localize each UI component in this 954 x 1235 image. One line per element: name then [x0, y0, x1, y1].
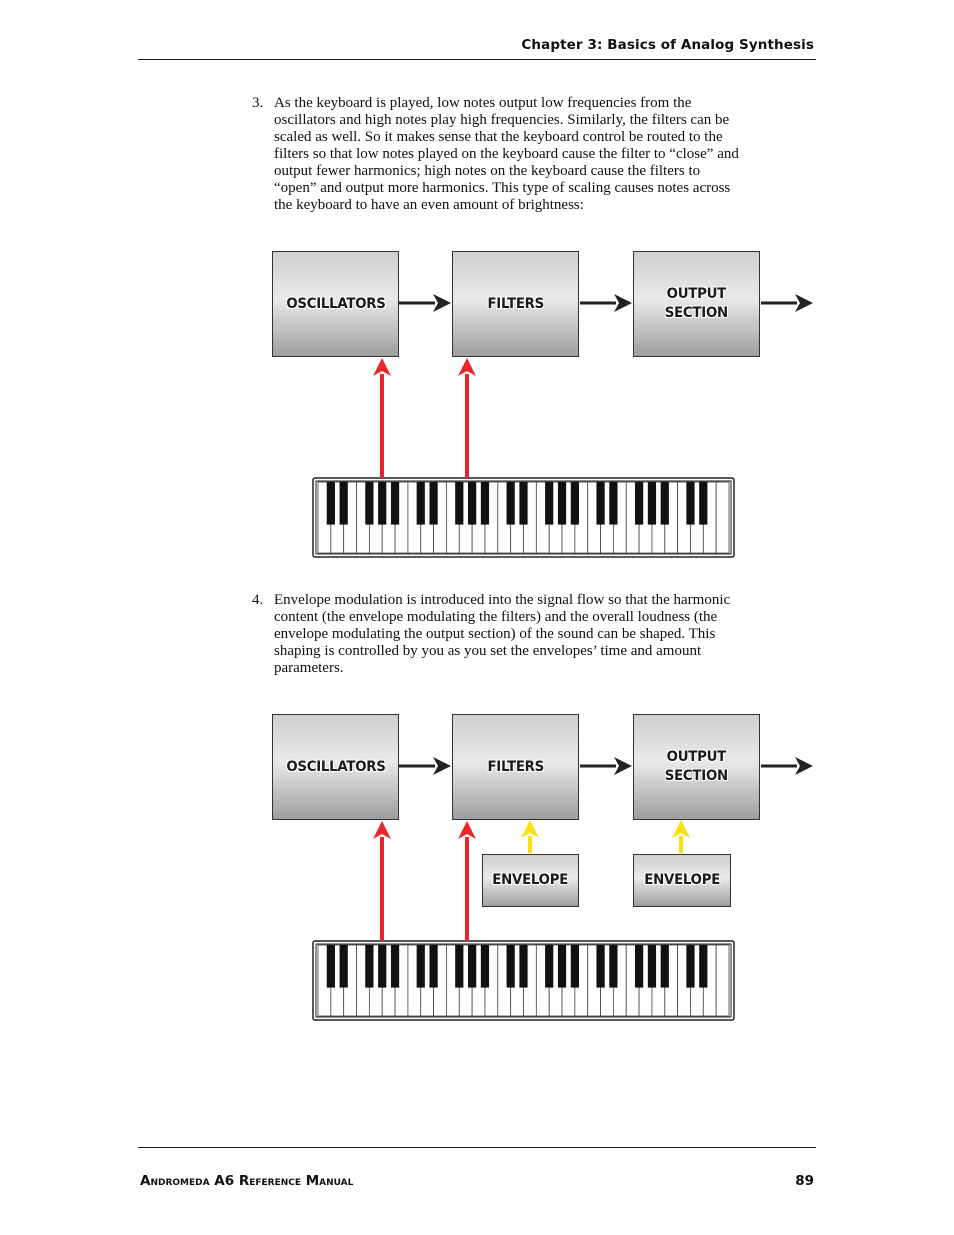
black-key [429, 945, 437, 988]
keyboard-arrow-head [458, 821, 476, 839]
signal-arrow-head [614, 294, 632, 312]
signal-arrows [373, 294, 813, 941]
oscillators-label: OSCILLATORS [285, 295, 386, 312]
black-key [648, 945, 656, 988]
black-key [686, 482, 694, 525]
step-text: As the keyboard is played, low notes output low frequencies from the oscillators and high notes play high frequencies. Similarly, the filters can be scaled as well. So it makes sense that the keyboard control be routed to the filters so that low notes played on the keyboard cause the filter to “close” and output fewer harmonics; high notes on the keyboard cause the filters to “open” and output more harmonics. This type of scaling causes notes across the keyboard to have an even amount of brightness: [274, 95, 739, 213]
black-key [340, 945, 348, 988]
black-key [545, 945, 553, 988]
black-key [558, 945, 566, 988]
footer-rule [138, 1147, 816, 1148]
black-key [507, 482, 515, 525]
black-key [596, 945, 604, 988]
output-section-label: OUTPUT SECTION [664, 286, 729, 321]
black-key [661, 945, 669, 988]
filters-label: FILTERS [487, 295, 544, 312]
black-key [391, 482, 399, 525]
black-key [699, 482, 707, 525]
black-key [429, 482, 437, 525]
envelope-label: ENVELOPE [492, 872, 569, 888]
black-key [609, 482, 617, 525]
black-key [455, 482, 463, 525]
step-text: Envelope modulation is introduced into the signal flow so that the harmonic content (the envelope modulating the filters) and the overall loudness (the envelope modulating the output section) of the sound can be shaped. This shaping is controlled by you as you set the envelopes’ time and amount parameters. [274, 592, 731, 676]
black-key [417, 945, 425, 988]
page-number: 89 [795, 1173, 814, 1189]
signal-arrow-head [433, 757, 451, 775]
black-key [571, 945, 579, 988]
keyboard-illustration [313, 478, 734, 557]
black-key [340, 482, 348, 525]
black-key [417, 482, 425, 525]
black-key [699, 945, 707, 988]
black-key [481, 945, 489, 988]
oscillators-label: OSCILLATORS [285, 758, 386, 775]
black-key [635, 945, 643, 988]
black-key [609, 945, 617, 988]
black-key [519, 945, 527, 988]
signal-arrow-head [614, 757, 632, 775]
keyboard-illustration [313, 941, 734, 1020]
black-key [545, 482, 553, 525]
black-key [468, 945, 476, 988]
black-key [365, 482, 373, 525]
signal-arrow-head [795, 294, 813, 312]
black-key [507, 945, 515, 988]
black-key [378, 945, 386, 988]
step-number: 4. [252, 592, 264, 608]
filters-label: FILTERS [487, 758, 544, 775]
signal-arrow-head [795, 757, 813, 775]
black-key [327, 482, 335, 525]
black-key [378, 482, 386, 525]
black-key [661, 482, 669, 525]
keyboard-arrow-head [373, 821, 391, 839]
manual-title: Andromeda A6 Reference Manual [140, 1173, 354, 1189]
signal-arrow-head [433, 294, 451, 312]
envelope-label: ENVELOPE [644, 872, 720, 888]
envelope-arrow-head [672, 820, 690, 838]
black-key [391, 945, 399, 988]
black-key [455, 945, 463, 988]
black-key [468, 482, 476, 525]
black-key [365, 945, 373, 988]
keyboard-arrow-head [458, 358, 476, 376]
black-key [327, 945, 335, 988]
black-key [635, 482, 643, 525]
black-key [481, 482, 489, 525]
step-number: 3. [252, 95, 264, 111]
black-key [558, 482, 566, 525]
envelope-arrow-head [521, 820, 539, 838]
chapter-header: Chapter 3: Basics of Analog Synthesis [521, 37, 814, 53]
black-key [519, 482, 527, 525]
black-key [571, 482, 579, 525]
output-section-label: OUTPUT SECTION [664, 749, 729, 784]
white-key [716, 945, 729, 1016]
black-key [648, 482, 656, 525]
black-key [596, 482, 604, 525]
white-key [716, 482, 729, 553]
keyboard-arrow-head [373, 358, 391, 376]
black-key [686, 945, 694, 988]
